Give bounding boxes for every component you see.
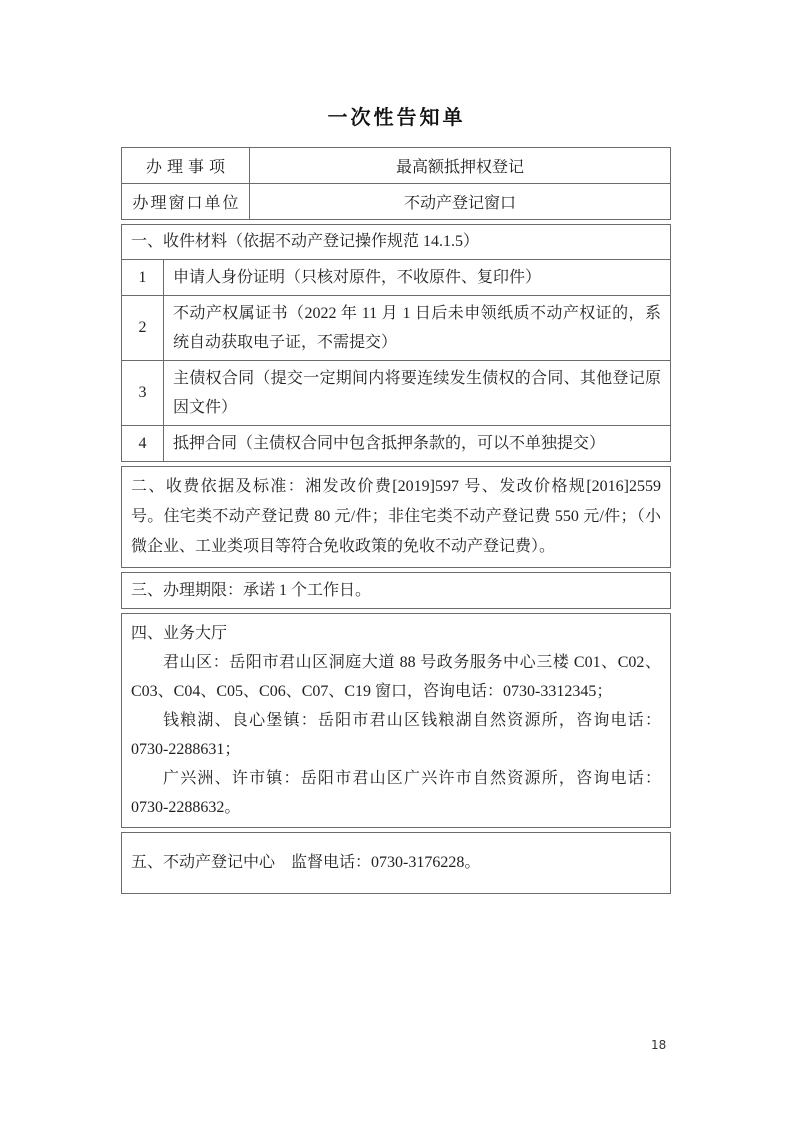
material-number: 4 [122, 426, 164, 461]
fees-section: 二、收费依据及标准：湘发改价费[2019]597 号、发改价格规[2016]2559 号。住宅类不动产登记费 80 元/件；非住宅类不动产登记费 550 元/件；（小微企业、工业类项目等符合免收政策的免收不动产登记费）。 [121, 466, 671, 568]
table-row [122, 148, 670, 183]
notice-table [121, 147, 671, 898]
table-row [122, 259, 670, 295]
table-row [122, 183, 670, 219]
table-row [122, 425, 670, 461]
handling-item-value: 最高额抵押权登记 [395, 159, 524, 176]
material-text: 主债权合同（提交一定期间内将要连续发生债权的合同、其他登记原因文件） [173, 370, 661, 416]
center-section: 五、不动产登记中心 监督电话：0730-3176228。 [121, 832, 671, 894]
hall-paragraph: 广兴洲、许市镇：岳阳市君山区广兴许市自然资源所，咨询电话：0730-2288632。 [131, 770, 661, 816]
page-number: 18 [651, 1038, 667, 1052]
material-text: 不动产权属证书（2022 年 11 月 1 日后未申领纸质不动产权证的，系统自动获取电子证，不需提交） [173, 305, 661, 351]
deadline-section: 三、办理期限：承诺 1 个工作日。 [121, 572, 671, 609]
materials-header: 一、收件材料（依据不动产登记操作规范 14.1.5） [131, 233, 480, 250]
materials-section [121, 224, 671, 462]
material-number: 2 [122, 296, 164, 360]
material-number: 1 [122, 260, 164, 295]
info-table [121, 147, 671, 220]
hall-paragraph: 钱粮湖、良心堡镇：岳阳市君山区钱粮湖自然资源所，咨询电话：0730-2288631； [131, 712, 661, 758]
material-text: 抵押合同（主债权合同中包含抵押条款的，可以不单独提交） [173, 435, 606, 452]
window-unit-label: 办理窗口单位 [122, 184, 250, 219]
table-row [122, 295, 670, 360]
hall-paragraph: 君山区：岳阳市君山区洞庭大道 88 号政务服务中心三楼 C01、C02、C03、C04、C05、C06、C07、C19 窗口，咨询电话：0730-3312345； [131, 654, 661, 700]
material-text: 申请人身份证明（只核对原件，不收原件、复印件） [173, 269, 542, 286]
halls-header: 四、业务大厅 [131, 625, 228, 642]
table-row [122, 360, 670, 425]
page-title: 一次性告知单 [327, 107, 466, 129]
halls-section [121, 613, 671, 828]
window-unit-value: 不动产登记窗口 [403, 195, 516, 212]
handling-item-label: 办理事项 [122, 148, 250, 183]
material-number: 3 [122, 361, 164, 425]
